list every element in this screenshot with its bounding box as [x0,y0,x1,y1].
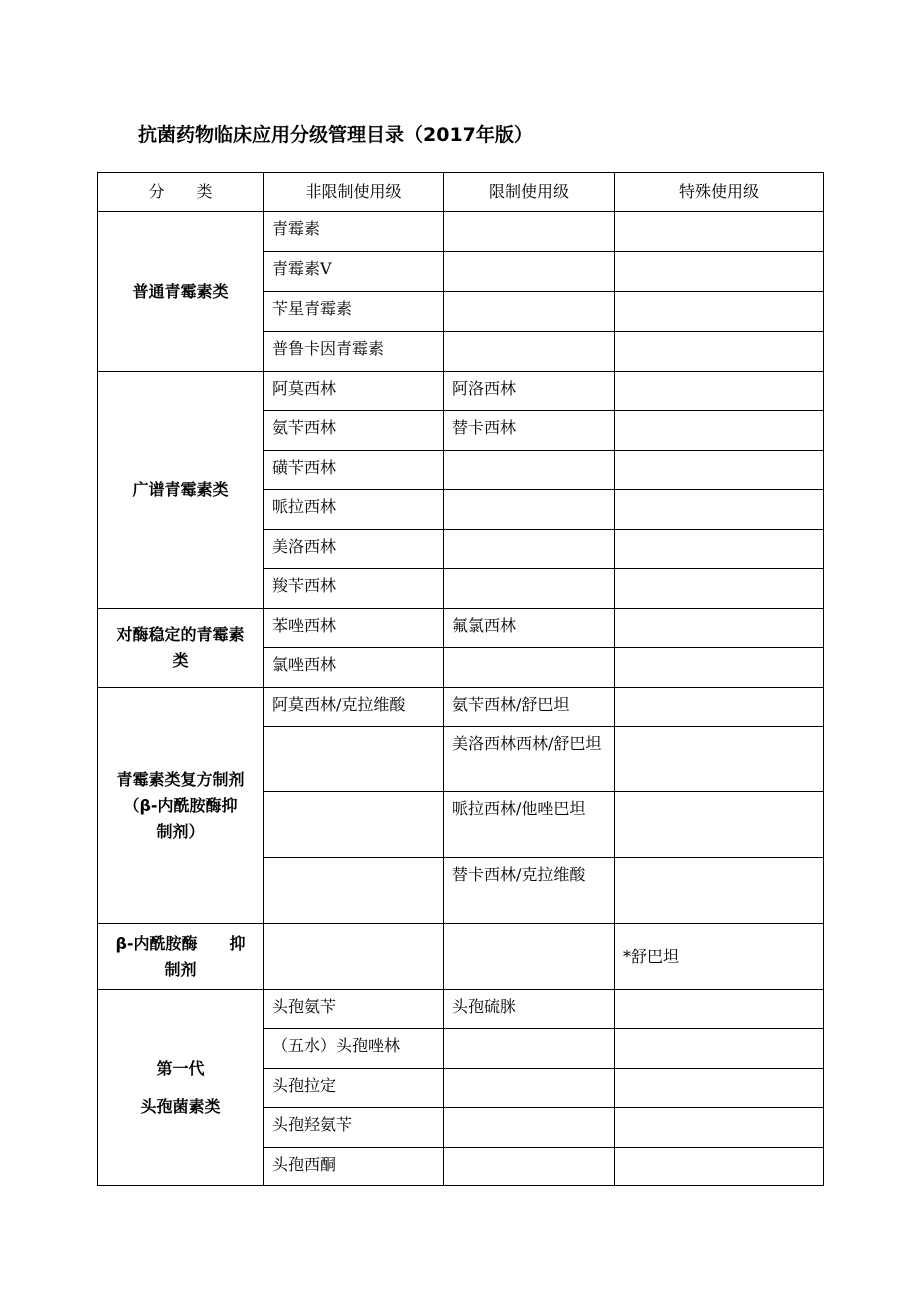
restricted-cell [444,924,615,990]
unrestricted-cell [264,924,444,990]
special-cell [615,252,824,292]
special-cell [615,1108,824,1148]
category-line: β-内酰胺酶 抑 [115,933,246,953]
unrestricted-cell: （五水）头孢唑林 [264,1029,444,1069]
restricted-cell [444,332,615,372]
special-cell [615,490,824,530]
unrestricted-cell [264,792,444,858]
special-cell [615,451,824,490]
category-line: 制剂） [156,821,205,841]
restricted-cell [444,1148,615,1186]
unrestricted-cell: 头孢羟氨苄 [264,1108,444,1148]
unrestricted-cell [264,858,444,924]
special-cell: *舒巴坦 [615,924,824,990]
unrestricted-cell: 氨苄西林 [264,411,444,451]
restricted-cell: 阿洛西林 [444,372,615,411]
category-cell: 广谱青霉素类 [98,372,264,609]
restricted-cell [444,569,615,609]
header-unrestricted: 非限制使用级 [264,173,444,212]
table-row [98,990,824,1029]
category-line: 头孢菌素类 [140,1096,221,1116]
special-cell [615,1148,824,1186]
unrestricted-cell: 普鲁卡因青霉素 [264,332,444,372]
header-restricted: 限制使用级 [444,173,615,212]
special-cell [615,792,824,858]
header-row [98,173,824,212]
restricted-cell [444,648,615,688]
special-cell [615,1029,824,1069]
unrestricted-cell: 哌拉西林 [264,490,444,530]
special-cell [615,990,824,1029]
unrestricted-cell: 氯唑西林 [264,648,444,688]
unrestricted-cell: 青霉素V [264,252,444,292]
table-row [98,609,824,648]
unrestricted-cell: 苄星青霉素 [264,292,444,332]
restricted-cell [444,1029,615,1069]
special-cell [615,727,824,792]
restricted-cell [444,212,615,252]
special-cell [615,212,824,252]
table-row [98,372,824,411]
category-line: （β-内酰胺酶抑 [123,795,238,815]
unrestricted-cell: 磺苄西林 [264,451,444,490]
restricted-cell: 替卡西林 [444,411,615,451]
restricted-cell: 氟氯西林 [444,609,615,648]
special-cell [615,530,824,569]
restricted-cell [444,530,615,569]
special-cell [615,648,824,688]
document-title: 抗菌药物临床应用分级管理目录（2017年版） [138,124,533,146]
unrestricted-cell: 美洛西林 [264,530,444,569]
unrestricted-cell: 阿莫西林/克拉维酸 [264,688,444,727]
restricted-cell: 头孢硫脒 [444,990,615,1029]
special-cell [615,858,824,924]
table-row [98,688,824,727]
special-cell [615,292,824,332]
antibiotic-classification-table [97,172,824,1186]
table-row [98,212,824,252]
restricted-cell [444,252,615,292]
header-special: 特殊使用级 [615,173,824,212]
restricted-cell [444,292,615,332]
unrestricted-cell: 羧苄西林 [264,569,444,609]
special-cell [615,609,824,648]
special-cell [615,332,824,372]
unrestricted-cell: 头孢西酮 [264,1148,444,1186]
unrestricted-cell [264,727,444,792]
category-cell [98,924,264,990]
unrestricted-cell: 头孢拉定 [264,1069,444,1108]
restricted-cell [444,1108,615,1148]
category-line: 青霉素类复方制剂 [116,769,245,789]
special-cell [615,688,824,727]
unrestricted-cell: 头孢氨苄 [264,990,444,1029]
restricted-cell [444,490,615,530]
category-line: 第一代 [156,1058,205,1078]
header-category: 分 类 [98,173,264,212]
restricted-cell [444,1069,615,1108]
special-cell [615,411,824,451]
category-cell [98,609,264,688]
table-row [98,924,824,990]
category-line: 对酶稳定的青霉素 [116,625,245,644]
unrestricted-cell: 青霉素 [264,212,444,252]
category-cell [98,688,264,924]
category-line: 类 [172,651,189,670]
restricted-cell: 哌拉西林/他唑巴坦 [444,792,615,858]
special-cell [615,1069,824,1108]
category-cell [98,990,264,1186]
special-cell [615,372,824,411]
special-cell [615,569,824,609]
category-cell: 普通青霉素类 [98,212,264,372]
restricted-cell: 氨苄西林/舒巴坦 [444,688,615,727]
category-line: 制剂 [164,959,197,979]
unrestricted-cell: 苯唑西林 [264,609,444,648]
restricted-cell [444,451,615,490]
restricted-cell: 替卡西林/克拉维酸 [444,858,615,924]
unrestricted-cell: 阿莫西林 [264,372,444,411]
restricted-cell: 美洛西林西林/舒巴坦 [444,727,615,792]
